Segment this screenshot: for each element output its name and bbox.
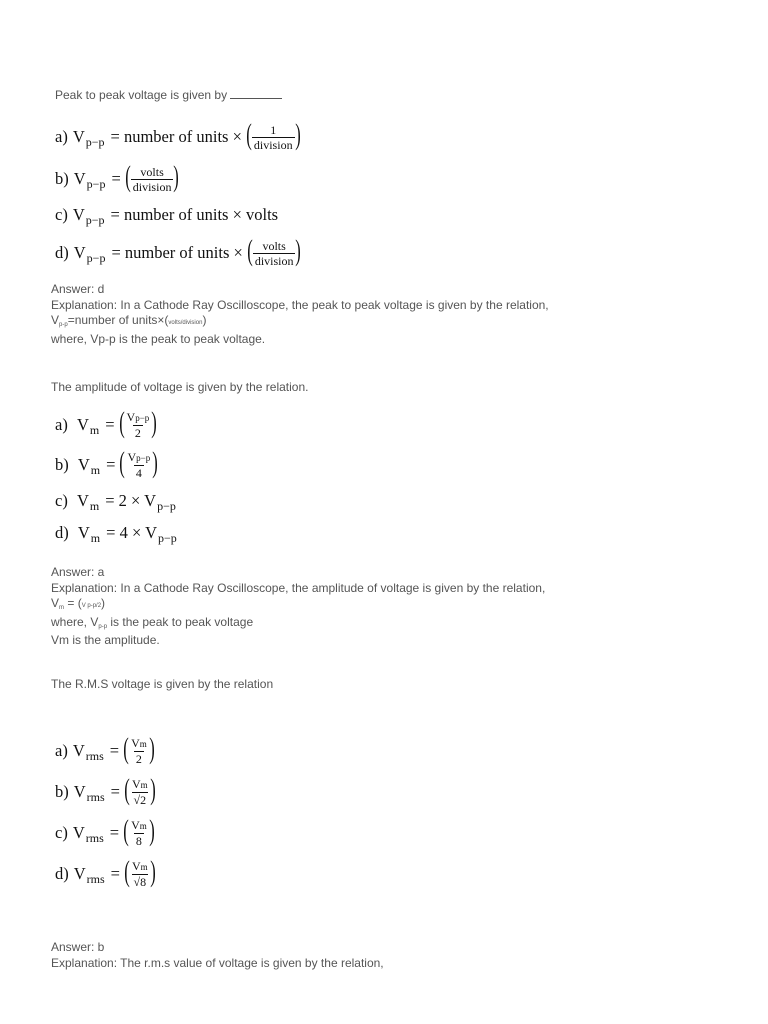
where-line: where, Vp-p is the peak to peak voltage. <box>51 331 266 346</box>
where-line: where, Vp-p is the peak to peak voltage <box>51 614 254 630</box>
q1-option-c: c) V p−p = number of units × volts <box>55 205 279 227</box>
q3-option-a: a) V rms = ( $\frac{Vm}{2}$ ) <box>55 732 155 766</box>
q3-option-c: c) V rms = ( $\frac{Vm}{8}$ ) <box>55 814 155 848</box>
q2-option-a: a) V m = ( $\frac{Vp-p}{2}$ ) <box>55 406 158 440</box>
q1-option-a: a) V p−p = number of units × ( $\frac{1}{\text{division}}$ ) <box>55 118 301 152</box>
answer-line: Answer: d <box>51 282 105 296</box>
q2-option-b: b) V m = ( $\frac{Vp-p}{4}$ ) <box>55 446 158 480</box>
explanation-line: Explanation: In a Cathode Ray Oscilloscope, the peak to peak voltage is given by the relation, <box>51 297 549 312</box>
formula-line: Vm = (V p-p/2) <box>51 596 106 611</box>
q3-option-d: d) V rms = ( $\frac{Vm}{√8}$ ) <box>55 855 156 889</box>
question-1-stem: Peak to peak voltage is given by <box>55 88 282 102</box>
explanation-line: Explanation: In a Cathode Ray Oscilloscope, the amplitude of voltage is given by the relation, <box>51 580 546 595</box>
amplitude-line: Vm is the amplitude. <box>51 633 160 647</box>
q2-option-c: c) V m = 2 × V p−p <box>55 491 176 513</box>
q1-option-d: d) V p−p = number of units × ( $\frac{\text{volts}}{\text{division}}$ ) <box>55 234 302 268</box>
blank-line <box>230 98 282 99</box>
answer-line: Answer: a <box>51 565 105 579</box>
q1-option-b: b) V p−p = ( $\frac{\text{volts}}{\text{division}}$ ) <box>55 160 180 194</box>
q2-answer-block <box>51 565 545 649</box>
formula-line: Vp-p=number of units×(volts/division) <box>51 313 207 328</box>
q3-answer-block <box>51 940 384 971</box>
answer-line: Answer: b <box>51 940 105 954</box>
q2-option-d: d) V m = 4 × V p−p <box>55 523 177 545</box>
q3-option-b: b) V rms = ( $\frac{Vm}{√2}$ ) <box>55 773 156 807</box>
explanation-line: Explanation: The r.m.s value of voltage is given by the relation, <box>51 955 384 970</box>
question-3-stem: The R.M.S voltage is given by the relation <box>51 677 274 691</box>
question-2-stem: The amplitude of voltage is given by the relation. <box>51 380 309 394</box>
q1-answer-block <box>51 282 549 347</box>
